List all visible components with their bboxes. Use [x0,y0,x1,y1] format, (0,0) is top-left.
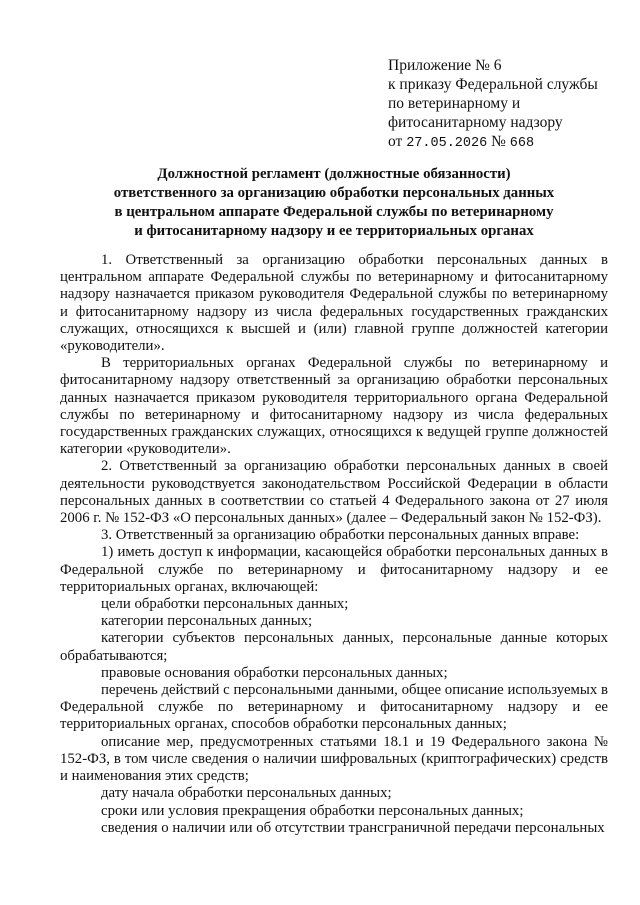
paragraph: 1) иметь доступ к информации, касающейся обработки персональных данных в Федеральной службе по ветеринарному и фитосанитарному надзору и ее территориальных органах, включающей: [60,544,608,595]
number-sign: № [491,133,506,150]
appendix-block [388,56,628,153]
appendix-line: фитосанитарному надзору [388,114,563,131]
list-item: правовые основания обработки персональных данных; [101,664,448,681]
list-item: дату начала обработки персональных данных; [101,785,392,802]
list-item: категории субъектов персональных данных, персональные данные которых обрабатываются; [60,630,608,664]
paragraph: В территориальных органах Федеральной службы по ветеринарному и фитосанитарному надзору ответственный за организацию обработки персональных данных назначается приказом руководителя территориального органа Федеральной службы по ветеринарному и фитосанитарному надзору из числа федеральных государственных гражданских служащих, относящихся к ведущей группе должностей категории «руководители». [60,355,608,458]
paragraph: 3. Ответственный за организацию обработки персональных данных вправе: [101,527,580,544]
list-item: цели обработки персональных данных; [101,596,349,613]
order-number: 668 [509,136,535,151]
list-item: сроки или условия прекращения обработки персональных данных; [101,802,524,819]
title-line: в центральном аппарате Федеральной службы по ветеринарному [114,204,554,220]
appendix-line: к приказу Федеральной службы [388,76,598,93]
title-line: ответственного за организацию обработки персональных данных [113,185,555,201]
appendix-line: Приложение № 6 [388,57,502,74]
document-body [60,252,608,837]
order-date: 27.05.2026 [406,136,488,151]
title-line: и фитосанитарному надзору и ее территориальных органах [134,223,534,239]
list-item: категории персональных данных; [101,613,313,630]
list-item: перечень действий с персональными данными, общее описание используемых в Федеральной службе по ветеринарному и фитосанитарному надзору и ее территориальных органах, способов обработки персональных данных; [60,682,608,733]
date-prefix: от [388,133,403,150]
paragraph: 1. Ответственный за организацию обработки персональных данных в центральном аппарате Федеральной службы по ветеринарному и фитосанитарному надзору назначается приказом руководителя Федеральной службы по ветеринарному и фитосанитарному надзору из числа федеральных государственных гражданских служащих, относящихся к высшей и (или) главной группе должностей категории «руководители». [60,252,608,355]
appendix-line: по ветеринарному и [388,95,521,112]
order-date-line [388,132,628,153]
list-item: сведения о наличии или об отсутствии трансграничной передачи персональных [101,819,605,836]
title-line: Должностной регламент (должностные обязанности) [157,166,511,182]
list-item: описание мер, предусмотренных статьями 18.1 и 19 Федерального закона № 152-ФЗ, в том числе сведения о наличии шифровальных (криптографических) средств и наименования этих средств; [60,733,608,785]
document-title [60,165,608,241]
paragraph: 2. Ответственный за организацию обработки персональных данных в своей деятельности руководствуется законодательством Российской Федерации в области персональных данных в соответствии со статьей 4 Федерального закона от 27 июля 2006 г. № 152-ФЗ «О персональных данных» (далее – Федеральный закон № 152-ФЗ). [60,458,608,527]
